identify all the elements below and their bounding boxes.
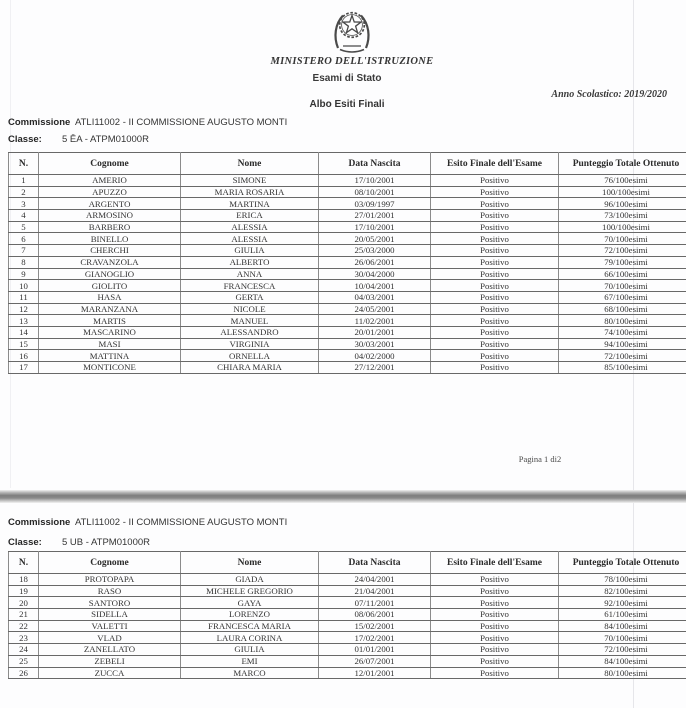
table-cell: GIADA (181, 574, 319, 586)
table-cell: ARGENTO (39, 198, 181, 210)
commission-label: Commissione (8, 117, 71, 128)
table-cell: 5 (9, 221, 39, 233)
table-cell: SIMONE (181, 175, 319, 187)
column-header: Data Nascita (319, 153, 431, 175)
table-row (9, 303, 686, 315)
table-cell: 84/100esimi (559, 620, 686, 632)
italy-emblem-icon (330, 6, 374, 61)
table-cell: MARCO (181, 667, 319, 679)
table-cell: 96/100esimi (559, 198, 686, 210)
class-label: Classe: (8, 134, 42, 145)
column-header: N. (9, 552, 39, 574)
table-cell: Positivo (431, 210, 559, 222)
table-cell: 72/100esimi (559, 644, 686, 656)
table-cell: VIRGINIA (181, 338, 319, 350)
table-cell: GIULIA (181, 245, 319, 257)
table-cell: Positivo (431, 350, 559, 362)
table-cell: Positivo (431, 574, 559, 586)
table-cell: Positivo (431, 268, 559, 280)
table-cell: 74/100esimi (559, 326, 686, 338)
table-cell: ARMOSINO (39, 210, 181, 222)
table-row (9, 362, 686, 374)
exam-title: Esami di Stato (312, 73, 382, 84)
table-cell: NICOLE (181, 303, 319, 315)
table-cell: 4 (9, 210, 39, 222)
table-cell: MANUEL (181, 315, 319, 327)
table-cell: 25 (9, 655, 39, 667)
table-cell: 3 (9, 198, 39, 210)
school-year: Anno Scolastico: 2019/2020 (551, 89, 667, 100)
table-row (9, 597, 686, 609)
table-row (9, 326, 686, 338)
column-header: Esito Finale dell'Esame (431, 552, 559, 574)
table-cell: 9 (9, 268, 39, 280)
table-cell: 1 (9, 175, 39, 187)
table-cell: 27/12/2001 (319, 362, 431, 374)
table-row (9, 315, 686, 327)
table-cell: Positivo (431, 291, 559, 303)
table-cell: ALESSANDRO (181, 326, 319, 338)
table-cell: 04/03/2001 (319, 291, 431, 303)
table-row (9, 268, 686, 280)
table-cell: 04/02/2000 (319, 350, 431, 362)
table-row (9, 280, 686, 292)
table-cell: 79/100esimi (559, 256, 686, 268)
column-header: Punteggio Totale Ottenuto (559, 153, 686, 175)
table-cell: HASA (39, 291, 181, 303)
table-cell: 10/04/2001 (319, 280, 431, 292)
table-cell: Positivo (431, 256, 559, 268)
table-cell: 70/100esimi (559, 632, 686, 644)
table-cell: ALESSIA (181, 221, 319, 233)
table-cell: Positivo (431, 198, 559, 210)
table-cell: 82/100esimi (559, 585, 686, 597)
table-row (9, 221, 686, 233)
table-cell: 17/02/2001 (319, 632, 431, 644)
table-row (9, 620, 686, 632)
table-cell: 94/100esimi (559, 338, 686, 350)
table-row (9, 644, 686, 656)
table-cell: GERTA (181, 291, 319, 303)
table-cell: GIANOGLIO (39, 268, 181, 280)
table-cell: VLAD (39, 632, 181, 644)
table-cell: GIULIA (181, 644, 319, 656)
table-cell: VALETTI (39, 620, 181, 632)
column-header: Nome (181, 552, 319, 574)
table-cell: Positivo (431, 245, 559, 257)
table-cell: 70/100esimi (559, 280, 686, 292)
table-cell: 27/01/2001 (319, 210, 431, 222)
table-cell: 24 (9, 644, 39, 656)
table-row (9, 655, 686, 667)
table-cell: 12 (9, 303, 39, 315)
table-cell: Positivo (431, 315, 559, 327)
ministry-title: MINISTERO DELL'ISTRUZIONE (270, 56, 434, 67)
table-cell: 73/100esimi (559, 210, 686, 222)
table-cell: GIOLITO (39, 280, 181, 292)
table-cell: 78/100esimi (559, 574, 686, 586)
table-row (9, 175, 686, 187)
table-cell: 26/06/2001 (319, 256, 431, 268)
table-cell: 21/04/2001 (319, 585, 431, 597)
table-row (9, 338, 686, 350)
class-value: 5 UB - ATPM01000R (62, 537, 151, 548)
table-cell: EMI (181, 655, 319, 667)
table-cell: 15 (9, 338, 39, 350)
table-cell: CHIARA MARIA (181, 362, 319, 374)
column-header: Nome (181, 153, 319, 175)
table-cell: 85/100esimi (559, 362, 686, 374)
table-cell: MARTIS (39, 315, 181, 327)
table-cell: 08/10/2001 (319, 186, 431, 198)
table-header-row (9, 153, 686, 175)
table-cell: BINELLO (39, 233, 181, 245)
table-cell: 61/100esimi (559, 609, 686, 621)
table-cell: Positivo (431, 280, 559, 292)
table-cell: Positivo (431, 620, 559, 632)
table-cell: Positivo (431, 221, 559, 233)
table-row (9, 210, 686, 222)
table-row (9, 585, 686, 597)
commission-value: ATLI11002 - II COMMISSIONE AUGUSTO MONTI (75, 517, 288, 528)
column-header: Punteggio Totale Ottenuto (559, 552, 686, 574)
table-cell: 15/02/2001 (319, 620, 431, 632)
table-row (9, 245, 686, 257)
table-row (9, 350, 686, 362)
table-cell: 11 (9, 291, 39, 303)
table-cell: 20/01/2001 (319, 326, 431, 338)
table-cell: 72/100esimi (559, 245, 686, 257)
table-cell: 66/100esimi (559, 268, 686, 280)
table-cell: 8 (9, 256, 39, 268)
table-cell: ZANELLATO (39, 644, 181, 656)
table-cell: 01/01/2001 (319, 644, 431, 656)
table-cell: ALBERTO (181, 256, 319, 268)
table-cell: Positivo (431, 632, 559, 644)
table-cell: MARIA ROSARIA (181, 186, 319, 198)
table-cell: CHERCHI (39, 245, 181, 257)
table-cell: RASO (39, 585, 181, 597)
table-cell: MONTICONE (39, 362, 181, 374)
table-cell: 18 (9, 574, 39, 586)
table-row (9, 198, 686, 210)
table-cell: BARBERO (39, 221, 181, 233)
table-cell: 26 (9, 667, 39, 679)
table-cell: Positivo (431, 175, 559, 187)
class-label: Classe: (8, 537, 42, 548)
table-cell: FRANCESCA MARIA (181, 620, 319, 632)
table-cell: 08/06/2001 (319, 609, 431, 621)
table-row (9, 256, 686, 268)
table-cell: 67/100esimi (559, 291, 686, 303)
table-cell: MICHELE GREGORIO (181, 585, 319, 597)
table-cell: 2 (9, 186, 39, 198)
table-cell: ORNELLA (181, 350, 319, 362)
table-cell: ZUCCA (39, 667, 181, 679)
table-cell: Positivo (431, 585, 559, 597)
column-header: Cognome (39, 552, 181, 574)
table-cell: Positivo (431, 338, 559, 350)
register-title: Albo Esiti Finali (309, 99, 385, 110)
table-cell: 20/05/2001 (319, 233, 431, 245)
table-cell: 30/04/2000 (319, 268, 431, 280)
table-cell: 70/100esimi (559, 233, 686, 245)
results-table-page1 (8, 152, 686, 374)
page-number: Pagina 1 di2 (518, 454, 562, 464)
table-cell: GAYA (181, 597, 319, 609)
table-cell: 68/100esimi (559, 303, 686, 315)
table-row (9, 574, 686, 586)
table-row (9, 291, 686, 303)
table-cell: MATTINA (39, 350, 181, 362)
table-cell: 24/05/2001 (319, 303, 431, 315)
table-row (9, 632, 686, 644)
table-cell: ALESSIA (181, 233, 319, 245)
table-row (9, 233, 686, 245)
table-cell: 17/10/2001 (319, 221, 431, 233)
table-cell: 100/100esimi (559, 221, 686, 233)
table-cell: 84/100esimi (559, 655, 686, 667)
table-cell: ANNA (181, 268, 319, 280)
table-cell: APUZZO (39, 186, 181, 198)
table-cell: 11/02/2001 (319, 315, 431, 327)
table-cell: Positivo (431, 655, 559, 667)
table-cell: 76/100esimi (559, 175, 686, 187)
table-cell: SIDELLA (39, 609, 181, 621)
table-cell: Positivo (431, 667, 559, 679)
table-row (9, 609, 686, 621)
table-cell: 17/10/2001 (319, 175, 431, 187)
table-cell: MASCARINO (39, 326, 181, 338)
table-cell: MARTINA (181, 198, 319, 210)
table-cell: SANTORO (39, 597, 181, 609)
table-cell: 100/100esimi (559, 186, 686, 198)
table-cell: LORENZO (181, 609, 319, 621)
table-cell: Positivo (431, 233, 559, 245)
table-cell: ERICA (181, 210, 319, 222)
table-cell: 80/100esimi (559, 667, 686, 679)
table-cell: Positivo (431, 609, 559, 621)
table-cell: 72/100esimi (559, 350, 686, 362)
class-value: 5 ĒA - ATPM01000R (62, 134, 149, 145)
table-cell: MARANZANA (39, 303, 181, 315)
table-cell: Positivo (431, 644, 559, 656)
column-header: N. (9, 153, 39, 175)
table-cell: 80/100esimi (559, 315, 686, 327)
table-cell: 10 (9, 280, 39, 292)
table-cell: 30/03/2001 (319, 338, 431, 350)
column-header: Cognome (39, 153, 181, 175)
table-cell: 21 (9, 609, 39, 621)
table-cell: 17 (9, 362, 39, 374)
table-cell: 07/11/2001 (319, 597, 431, 609)
table-cell: 12/01/2001 (319, 667, 431, 679)
table-cell: 92/100esimi (559, 597, 686, 609)
column-header: Esito Finale dell'Esame (431, 153, 559, 175)
table-cell: 19 (9, 585, 39, 597)
table-row (9, 186, 686, 198)
table-cell: AMERIO (39, 175, 181, 187)
table-cell: MASI (39, 338, 181, 350)
column-header: Data Nascita (319, 552, 431, 574)
table-cell: 24/04/2001 (319, 574, 431, 586)
table-cell: ZEBELI (39, 655, 181, 667)
table-cell: 03/09/1997 (319, 198, 431, 210)
table-cell: 14 (9, 326, 39, 338)
table-cell: 26/07/2001 (319, 655, 431, 667)
table-cell: 6 (9, 233, 39, 245)
commission-label: Commissione (8, 517, 71, 528)
table-cell: 13 (9, 315, 39, 327)
table-cell: Positivo (431, 597, 559, 609)
page-break-divider (0, 490, 686, 503)
table-cell: 23 (9, 632, 39, 644)
commission-value: ATLI11002 - II COMMISSIONE AUGUSTO MONTI (75, 117, 288, 128)
table-cell: Positivo (431, 303, 559, 315)
table-cell: LAURA CORINA (181, 632, 319, 644)
table-cell: Positivo (431, 362, 559, 374)
table-cell: 16 (9, 350, 39, 362)
table-cell: 20 (9, 597, 39, 609)
table-cell: 22 (9, 620, 39, 632)
table-row (9, 667, 686, 679)
table-cell: Positivo (431, 186, 559, 198)
table-header-row (9, 552, 686, 574)
results-table-page2 (8, 551, 686, 679)
table-cell: CRAVANZOLA (39, 256, 181, 268)
table-cell: Positivo (431, 326, 559, 338)
table-cell: FRANCESCA (181, 280, 319, 292)
table-cell: PROTOPAPA (39, 574, 181, 586)
table-cell: 7 (9, 245, 39, 257)
table-cell: 25/03/2000 (319, 245, 431, 257)
